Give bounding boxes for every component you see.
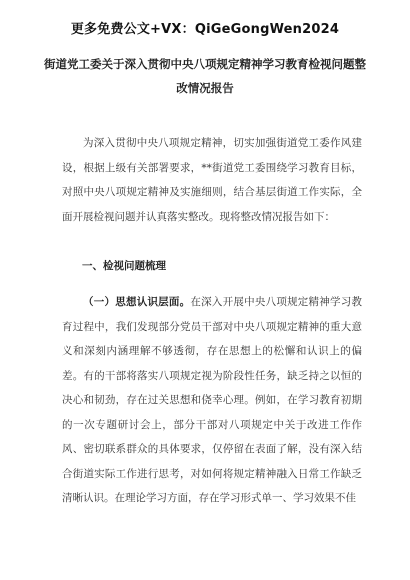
document-title: 街道党工委关于深入贯彻中央八项规定精神学习教育检视问题整改情况报告 (44, 57, 366, 95)
subsection-1-paragraph (62, 290, 362, 511)
section-heading-1: 一、检视问题梳理 (82, 260, 166, 272)
intro-paragraph: 为深入贯彻中央八项规定精神，切实加强街道党工委作风建设，根据上级有关部署要求，**街道党工委围绕学习教育目标，对照中央八项规定精神及实施细则，结合基层街道工作实际，全面开展检视问题并认真落实整改。现将整改情况报告如下： (62, 137, 362, 223)
subsection-1-text: 在深入开展中央八项规定精神学习教育过程中，我们发现部分党员干部对中央八项规定精神的重大意义和深刻内涵理解不够透彻，存在思想上的松懈和认识上的偏差。有的干部将落实八项规定视为阶段性任务，缺乏持之以恒的决心和韧劲，存在过关思想和侥幸心理。例如，在学习教育初期的一次专题研讨会上，部分干部对八项规定中关于改进工作作风、密切联系群众的具体要求，仅停留在表面了解，没有深入结合街道实际工作进行思考，对如何将规定精神融入日常工作缺乏清晰认识。在理论学习方面，存在学习形式单一、学习效果不佳 (62, 296, 363, 504)
promo-header: 更多免费公文+VX：QiGeGongWen2024 (70, 22, 340, 37)
subsection-1-heading: （一）思想认识层面。 (83, 296, 191, 308)
